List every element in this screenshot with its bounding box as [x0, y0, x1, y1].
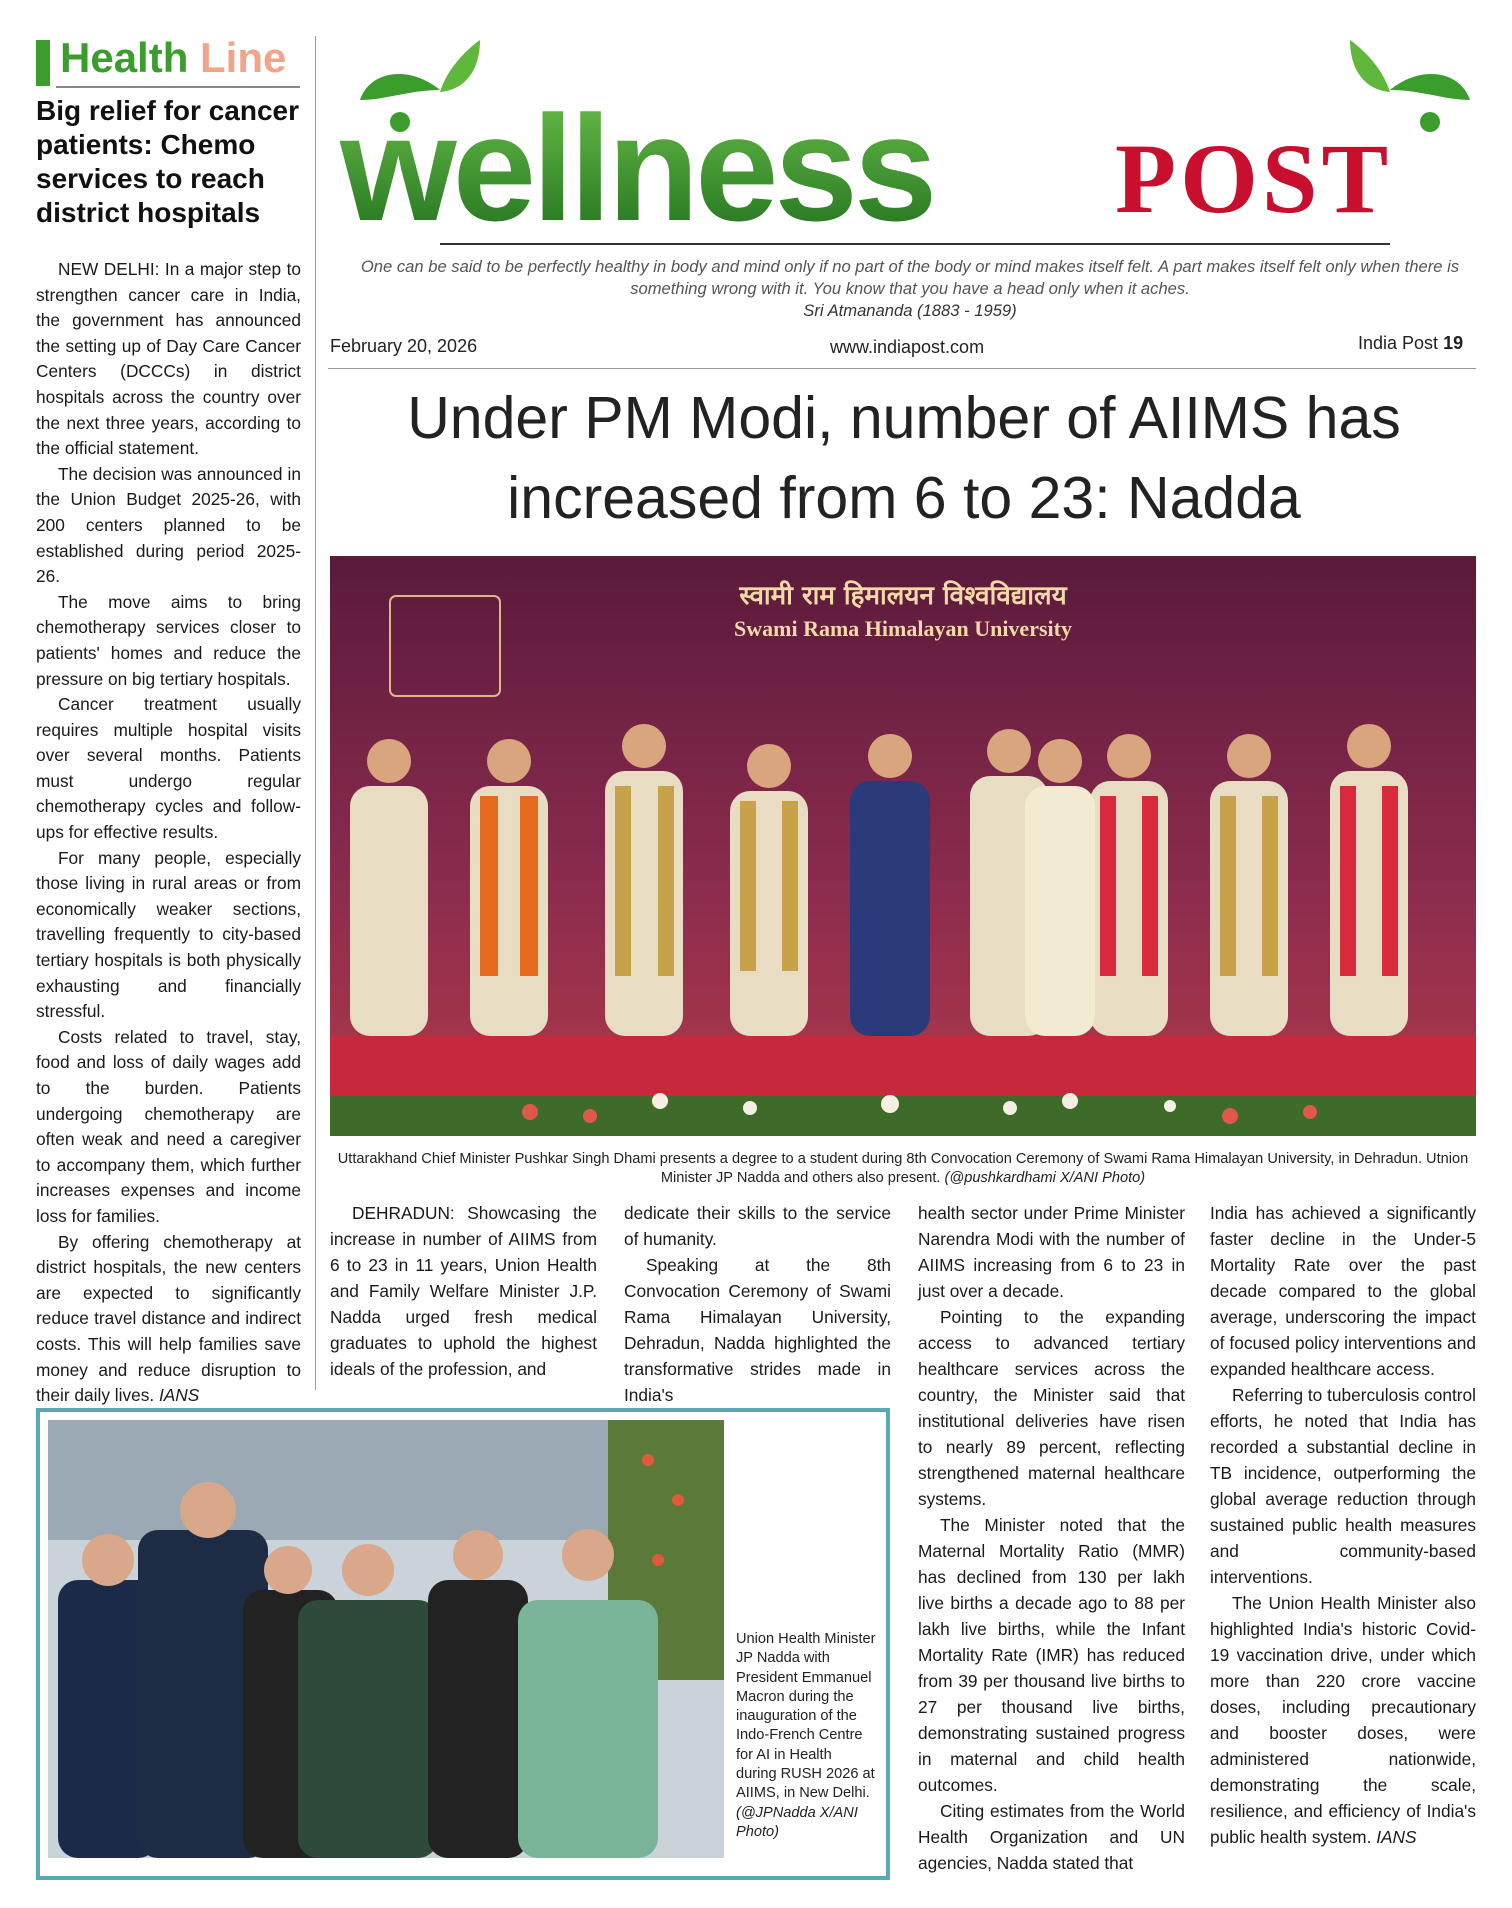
logo-wordmark-post: POST	[1115, 123, 1393, 234]
section-title-word2: Line	[200, 34, 287, 81]
main-photo-caption	[330, 1150, 1476, 1188]
article-paragraph: India has achieved a significantly faster decline in the Under-5 Mortality Rate over the past decade compared to the global average, underscoring the impact of focused policy interventions and expanded healthcare access.	[1210, 1203, 1476, 1379]
sidebar-paragraph: For many people, especially those living in rural areas or from economically weaker sections, travelling frequently to city-based tertiary hospitals is both physically exhausting and financially stressful.	[36, 847, 301, 1022]
publication-name: India Post	[1358, 333, 1439, 353]
article-column-1	[330, 1200, 597, 1382]
box-caption-text: Union Health Minister JP Nadda with President Emmanuel Macron during the inauguration of the Indo-French Centre for AI in Health during RUSH 2026 at AIIMS, in New Delhi.	[736, 1631, 876, 1802]
main-headline: Under PM Modi, number of AIIMS has increased from 6 to 23: Nadda	[407, 385, 1401, 531]
sidebar-headline: Big relief for cancer patients: Chemo services to reach district hospitals	[36, 95, 299, 228]
date-rule	[328, 368, 1476, 369]
sidebar-credit: IANS	[158, 1385, 200, 1406]
macron-nadda-photo	[48, 1420, 724, 1858]
article-paragraph: Speaking at the 8th Convocation Ceremony of Swami Rama Himalayan University, Dehradun, Nadda highlighted the transformative strides made in India's	[624, 1255, 891, 1405]
section-title	[60, 34, 286, 82]
sidebar-paragraph: The move aims to bring chemotherapy services closer to patients' homes and reduce the pressure on big tertiary hospitals.	[36, 591, 301, 689]
section-marker-dot	[36, 72, 50, 86]
main-caption-credit: (@pushkardhami X/ANI Photo)	[944, 1170, 1146, 1186]
article-paragraph: health sector under Prime Minister Narendra Modi with the number of AIIMS increasing from 6 to 23 in just over a decade.	[918, 1203, 1185, 1301]
section-rule	[56, 86, 300, 88]
section-marker	[36, 40, 50, 72]
website-link[interactable]: www.indiapost.com	[830, 337, 985, 357]
leaf-right-icon	[1350, 40, 1470, 132]
quote-author: Sri Atmananda (1883 - 1959)	[803, 301, 1017, 320]
sidebar-paragraph: The decision was announced in the Union Budget 2025-26, with 200 centers planned to be established during period 2025-26.	[36, 463, 301, 587]
article-paragraph: The Minister noted that the Maternal Mortality Ratio (MMR) has declined from 130 per lakh live births a decade ago to 88 per lakh live births, while the Infant Mortality Rate (IMR) has reduced from 39 per thousand live births to 27 per thousand live births, demonstrating sustained progress in maternal and child health outcomes.	[918, 1515, 1185, 1795]
section-title-word1: Health	[60, 34, 189, 81]
article-column-4	[1210, 1200, 1476, 1850]
sidebar-paragraph: NEW DELHI: In a major step to strengthen cancer care in India, the government has announced the setting up of Day Care Cancer Centers (DCCCs) in district hospitals across the country over the next three years, according to the official statement.	[36, 259, 301, 459]
sidebar-article-body	[36, 257, 301, 1409]
article-paragraph: dedicate their skills to the service of humanity.	[624, 1203, 891, 1249]
page-number: 19	[1443, 333, 1464, 353]
quote-text: One can be said to be perfectly healthy in body and mind only if no part of the body or mind makes itself felt. A part makes itself felt only when there is something wrong with it. You know that you have a head only when it aches.	[360, 257, 1460, 298]
sidebar-paragraph: Cancer treatment usually requires multiple hospital visits over several months. Patients must undergo regular chemotherapy cycles and follow-ups for effective results.	[36, 694, 301, 843]
masthead-quote	[360, 256, 1460, 322]
convocation-photo	[330, 556, 1476, 1136]
article-credit: IANS	[1376, 1827, 1417, 1847]
wellness-post-logo	[330, 30, 1500, 262]
sidebar-paragraph-last	[36, 1230, 301, 1409]
issue-date: February 20, 2026	[330, 336, 478, 356]
sidebar-paragraph: Costs related to travel, stay, food and loss of daily wages add to the burden. Patients undergoing chemotherapy are often weak and need a caregiver to accompany them, which further increases expenses and income loss for families.	[36, 1026, 301, 1226]
article-paragraph: DEHRADUN: Showcasing the increase in number of AIIMS from 6 to 23 in 11 years, Union Health and Family Welfare Minister J.P. Nadda urged fresh medical graduates to uphold the highest ideals of the profession, and	[330, 1203, 597, 1379]
article-paragraph: Referring to tuberculosis control efforts, he noted that India has recorded a substantial decline in TB incidence, outperforming the global average reduction through sustained public health measures and community-based interventions.	[1210, 1385, 1476, 1587]
article-column-3	[918, 1200, 1185, 1876]
logo-wordmark-wellness: wellness	[340, 84, 934, 252]
article-paragraph: Pointing to the expanding access to advanced tertiary healthcare services across the country, the Minister said that institutional deliveries have risen to nearly 89 percent, reflecting strengthened maternal healthcare systems.	[918, 1307, 1185, 1509]
main-caption-text: Uttarakhand Chief Minister Pushkar Singh Dhami presents a degree to a student during 8th Convocation Ceremony of Swami Rama Himalayan University, in Dehradun. Utnion Minister JP Nadda and others also present.	[337, 1151, 1469, 1186]
sidebar-last-text: By offering chemotherapy at district hospitals, the new centers are expected to significantly reduce travel distance and indirect costs. This will help families save money and reduce disruption to their daily lives.	[36, 1231, 301, 1406]
article-column-2	[624, 1200, 891, 1408]
column-divider	[315, 36, 316, 1390]
article-last-text: The Union Health Minister also highlighted India's historic Covid-19 vaccination drive, under which more than 220 crore vaccine doses, including precautionary and booster doses, were administered nationwide, demonstrating the scale, resilience, and efficiency of India's public health system.	[1210, 1593, 1476, 1847]
article-paragraph: Citing estimates from the World Health Organization and UN agencies, Nadda stated that	[918, 1801, 1185, 1873]
people-group	[350, 724, 1408, 1036]
banner-english: Swami Rama Himalayan University	[734, 616, 1072, 641]
box-caption-credit: (@JPNadda X/ANI Photo)	[736, 1804, 858, 1840]
banner-hindi: स्वामी राम हिमालयन विश्वविद्यालय	[739, 581, 1067, 611]
article-paragraph-last	[1210, 1590, 1476, 1850]
box-photo-caption	[736, 1630, 876, 1842]
page-info	[1358, 333, 1463, 354]
